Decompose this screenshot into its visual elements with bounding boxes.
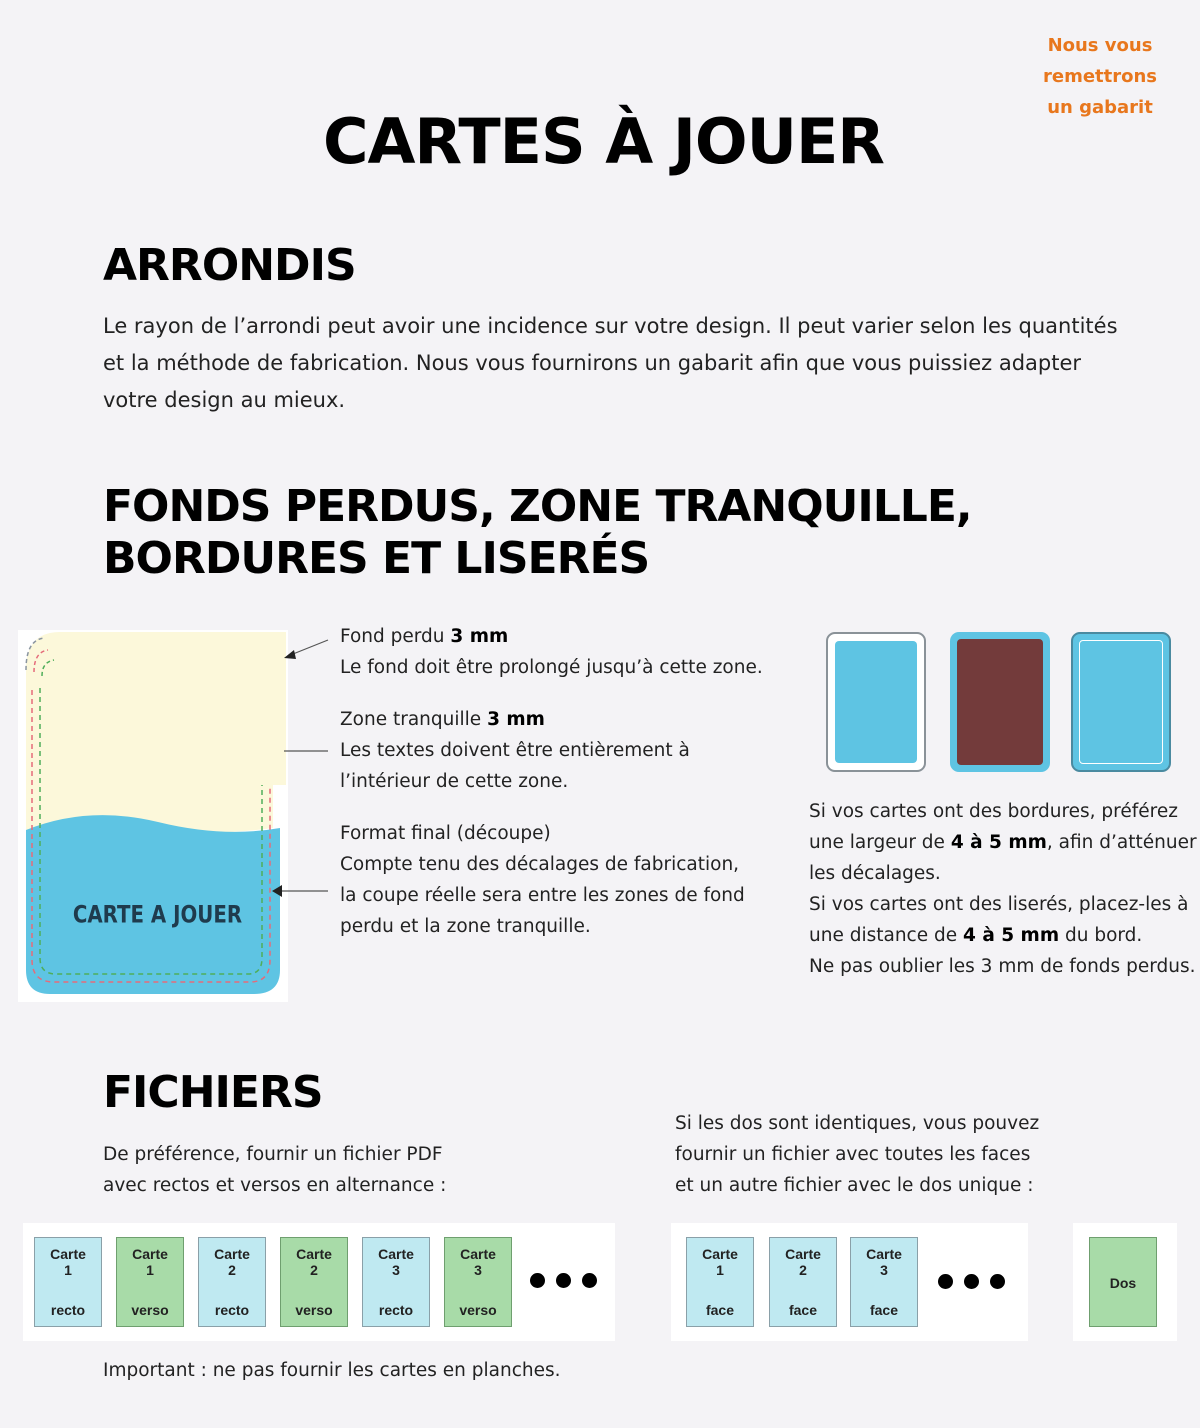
borders-value: 4 à 5 mm: [963, 925, 1060, 946]
tile-label: Carte: [214, 1246, 250, 1262]
fond-perdu-desc: Le fond doit être prolongé jusqu’à cette zone.: [340, 657, 763, 678]
tile-side: verso: [459, 1302, 497, 1318]
pointer-lines: [270, 630, 340, 910]
fonds-heading: [103, 481, 972, 585]
borders-text: une largeur de: [809, 832, 951, 853]
tile-number: 1: [716, 1262, 724, 1278]
fichiers-right-text: [675, 1108, 1175, 1201]
arrondis-paragraph: [103, 308, 1183, 419]
tile-side: recto: [214, 1302, 250, 1318]
file-tile: [198, 1237, 266, 1327]
paragraph-line: et la méthode de fabrication. Nous vous fournirons un gabarit afin que vous puissiez adapter: [103, 351, 1082, 375]
tile-label: Carte: [296, 1246, 332, 1262]
bleed-diagram: [18, 630, 288, 1002]
format-final-desc: Compte tenu des décalages de fabrication,: [340, 854, 740, 875]
card-example-colored-border: [950, 632, 1050, 772]
note-line: Nous vous: [1047, 35, 1153, 56]
borders-value: 4 à 5 mm: [950, 832, 1047, 853]
zone-tranquille-title: [340, 704, 780, 735]
tile-number: 3: [474, 1262, 482, 1278]
back-file-panel: [1073, 1223, 1177, 1341]
tile-label: Carte: [378, 1246, 414, 1262]
format-final-title: Format final (découpe): [340, 823, 551, 844]
tile-number: 1: [64, 1262, 72, 1278]
file-tile: [769, 1237, 837, 1327]
note-line: un gabarit: [1047, 97, 1153, 118]
tile-label: Carte: [460, 1246, 496, 1262]
tile-side: recto: [378, 1302, 414, 1318]
card-example-white-border: [826, 632, 926, 772]
tile-side: recto: [50, 1302, 86, 1318]
fonds-heading-line: FONDS PERDUS, ZONE TRANQUILLE,: [103, 481, 972, 532]
paragraph-line: votre design au mieux.: [103, 388, 346, 412]
tile-side: verso: [131, 1302, 169, 1318]
arrondis-heading: ARRONDIS: [103, 240, 356, 291]
format-final-desc: la coupe réelle sera entre les zones de fond: [340, 885, 745, 906]
tile-side: verso: [295, 1302, 333, 1318]
borders-text: du bord.: [1059, 925, 1143, 946]
tile-number: 2: [228, 1262, 236, 1278]
file-tile: [116, 1237, 184, 1327]
page-title: CARTES À JOUER: [322, 105, 885, 178]
fond-perdu-title: [340, 621, 780, 652]
borders-text: , afin d’atténuer: [1046, 832, 1197, 853]
tile-side: face: [705, 1302, 735, 1318]
tile-label: Carte: [785, 1246, 821, 1262]
important-note: Important : ne pas fournir les cartes en planches.: [103, 1360, 561, 1381]
tile-label: Carte: [50, 1246, 86, 1262]
tile-number: 2: [310, 1262, 318, 1278]
fond-perdu-value: 3 mm: [450, 626, 509, 647]
fonds-heading-line: BORDURES ET LISERÉS: [103, 533, 650, 584]
format-final-block: [340, 818, 780, 942]
file-tile: [34, 1237, 102, 1327]
alternating-files-panel: [23, 1223, 615, 1341]
fichiers-line: et un autre fichier avec le dos unique :: [675, 1175, 1034, 1196]
borders-line: Ne pas oublier les 3 mm de fonds perdus.: [809, 956, 1196, 977]
fichiers-line: avec rectos et versos en alternance :: [103, 1175, 447, 1196]
card-example-liseré: [1071, 632, 1171, 772]
tile-side: face: [869, 1302, 899, 1318]
borders-line: Si vos cartes ont des liserés, placez-les à: [809, 894, 1189, 915]
tile-number: 1: [146, 1262, 154, 1278]
fichiers-left-text: [103, 1139, 603, 1201]
note-line: remettrons: [1042, 66, 1158, 87]
tile-label: Carte: [702, 1246, 738, 1262]
tile-label: Carte: [866, 1246, 902, 1262]
zone-tranquille-label: Zone tranquille: [340, 709, 488, 730]
borders-line: [809, 827, 1199, 858]
zone-tranquille-value: 3 mm: [487, 709, 545, 730]
tile-side: face: [788, 1302, 818, 1318]
fond-perdu-label: Fond perdu: [340, 626, 451, 647]
file-tile: [280, 1237, 348, 1327]
file-tile: [444, 1237, 512, 1327]
back-tile-label: Dos: [1109, 1275, 1137, 1291]
tile-number: 3: [392, 1262, 400, 1278]
fichiers-heading: FICHIERS: [103, 1067, 323, 1118]
back-tile: [1089, 1237, 1157, 1327]
faces-files-panel: [671, 1223, 1028, 1341]
file-tile: [362, 1237, 430, 1327]
file-tile: [686, 1237, 754, 1327]
tile-number: 3: [880, 1262, 888, 1278]
borders-line: Si vos cartes ont des bordures, préférez: [809, 801, 1178, 822]
borders-line: les décalages.: [809, 863, 941, 884]
fichiers-line: fournir un fichier avec toutes les faces: [675, 1144, 1031, 1165]
zone-tranquille-desc: Les textes doivent être entièrement à: [340, 740, 690, 761]
paragraph-line: Le rayon de l’arrondi peut avoir une incidence sur votre design. Il peut varier selon les quantités: [103, 314, 1118, 338]
file-tile: [850, 1237, 918, 1327]
fichiers-line: De préférence, fournir un fichier PDF: [103, 1144, 443, 1165]
tile-number: 2: [799, 1262, 807, 1278]
borders-text: une distance de: [809, 925, 963, 946]
zone-tranquille-desc: l’intérieur de cette zone.: [340, 771, 569, 792]
zone-tranquille-block: [340, 704, 780, 797]
format-final-desc: perdu et la zone tranquille.: [340, 916, 591, 937]
tile-label: Carte: [132, 1246, 168, 1262]
diagram-card-label: CARTE A JOUER: [72, 900, 243, 930]
borders-line: [809, 920, 1199, 951]
borders-note: [809, 796, 1199, 982]
fond-perdu-block: [340, 621, 780, 683]
fichiers-line: Si les dos sont identiques, vous pouvez: [675, 1113, 1040, 1134]
